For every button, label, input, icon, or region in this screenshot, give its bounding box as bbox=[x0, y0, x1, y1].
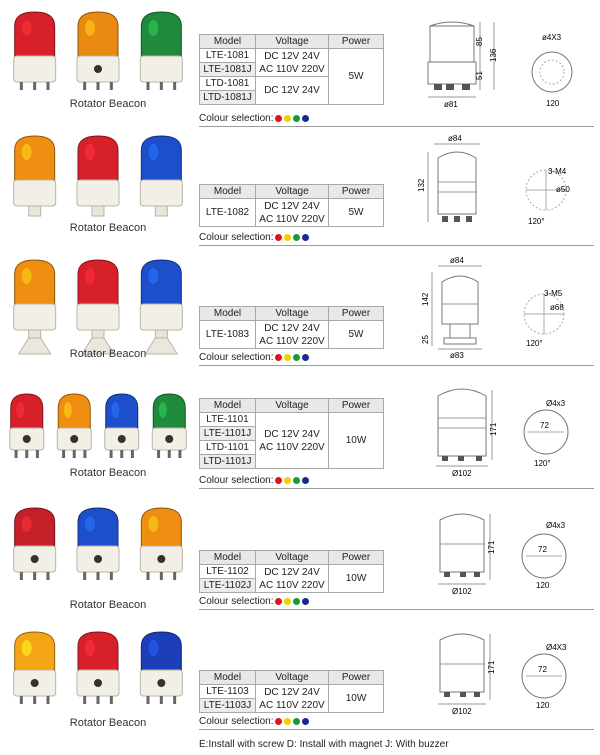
spec-table bbox=[199, 306, 384, 349]
colour-dot bbox=[302, 477, 309, 484]
voltage-text: DC 12V 24V AC 110V 220V bbox=[259, 50, 325, 75]
product-row-3 bbox=[0, 252, 600, 370]
header-model: Model bbox=[200, 551, 256, 565]
model-cell: LTD-1101J bbox=[200, 455, 256, 469]
colour-label: Colour selection: bbox=[199, 232, 274, 243]
dim-width: Ø102 bbox=[452, 587, 472, 596]
product-row-2 bbox=[0, 128, 600, 246]
beacon-lamp bbox=[140, 12, 182, 90]
colour-dot bbox=[302, 718, 309, 725]
header-voltage: Voltage bbox=[256, 185, 329, 199]
colour-dot bbox=[284, 477, 291, 484]
beacon-lamp bbox=[14, 136, 56, 216]
header-model: Model bbox=[200, 35, 256, 49]
voltage-text: DC 12V 24V AC 110V 220V bbox=[259, 428, 325, 453]
colour-dots bbox=[273, 596, 309, 607]
dim-angle: 120° bbox=[528, 217, 545, 226]
colour-label: Colour selection: bbox=[199, 475, 274, 486]
colour-dot bbox=[302, 115, 309, 122]
dim-height-top: 142 bbox=[421, 292, 430, 306]
dim-pcd: 120 bbox=[546, 99, 560, 108]
model-cell: LTD-1081 bbox=[200, 77, 256, 91]
header-power: Power bbox=[329, 185, 384, 199]
dim-width: Ø102 bbox=[452, 707, 472, 716]
colour-dots bbox=[273, 232, 309, 243]
beacon-lamp bbox=[14, 508, 56, 580]
header-model: Model bbox=[200, 185, 256, 199]
header-power: Power bbox=[329, 399, 384, 413]
colour-dot bbox=[293, 354, 300, 361]
dim-height-total: 136 bbox=[489, 48, 498, 62]
dim-holes: Ø4X3 bbox=[546, 643, 567, 652]
dimension-drawing bbox=[410, 4, 600, 112]
beacon-lamp bbox=[14, 12, 56, 90]
model-cell: LTE-1101J bbox=[200, 427, 256, 441]
beacon-lamp bbox=[140, 260, 182, 354]
colour-label: Colour selection: bbox=[199, 596, 274, 607]
beacon-lamp bbox=[10, 394, 44, 458]
colour-dot bbox=[284, 598, 291, 605]
colour-dot bbox=[293, 477, 300, 484]
voltage-cell bbox=[256, 413, 329, 469]
header-voltage: Voltage bbox=[256, 35, 329, 49]
dim-angle: 120 bbox=[536, 581, 550, 590]
beacon-lamp bbox=[77, 632, 119, 704]
voltage-cell bbox=[256, 199, 329, 227]
product-row-5 bbox=[0, 500, 600, 618]
header-voltage: Voltage bbox=[256, 307, 329, 321]
model-cell: LTE-1081 bbox=[200, 49, 256, 63]
colour-dot bbox=[275, 718, 282, 725]
model-cell: LTD-1101 bbox=[200, 441, 256, 455]
spec-table bbox=[199, 34, 384, 105]
colour-dots bbox=[273, 475, 309, 486]
model-cell: LTE-1103J bbox=[200, 699, 256, 713]
colour-dot bbox=[302, 598, 309, 605]
voltage-text: DC 12V 24V AC 110V 220V bbox=[259, 322, 325, 347]
beacon-lamp bbox=[105, 394, 139, 458]
power-cell: 5W bbox=[329, 321, 384, 349]
header-power: Power bbox=[329, 551, 384, 565]
dim-holes: 3-M4 bbox=[548, 167, 567, 176]
install-legend: E:Install with screw D: Install with magnet J: With buzzer bbox=[199, 739, 449, 750]
beacon-photo-3 bbox=[0, 252, 195, 362]
colour-dot bbox=[293, 234, 300, 241]
model-cell: LTE-1102J bbox=[200, 579, 256, 593]
colour-dots bbox=[273, 352, 309, 363]
dim-pcd: 72 bbox=[538, 665, 547, 674]
dimension-drawing bbox=[410, 500, 600, 610]
colour-dot bbox=[275, 354, 282, 361]
colour-label: Colour selection: bbox=[199, 352, 274, 363]
model-cell: LTE-1101 bbox=[200, 413, 256, 427]
dim-pcd: ø50 bbox=[556, 185, 570, 194]
colour-dot bbox=[275, 477, 282, 484]
colour-selection bbox=[199, 113, 594, 127]
dim-height-total: 132 bbox=[417, 178, 426, 192]
colour-dot bbox=[275, 598, 282, 605]
colour-dot bbox=[275, 234, 282, 241]
model-cell: LTE-1083 bbox=[200, 321, 256, 349]
beacon-photo-5 bbox=[0, 500, 195, 610]
power-cell: 10W bbox=[329, 413, 384, 469]
voltage-cell bbox=[256, 685, 329, 713]
product-caption: Rotator Beacon bbox=[69, 467, 147, 479]
beacon-lamp bbox=[14, 632, 56, 704]
beacon-lamp bbox=[14, 260, 56, 354]
dim-pcd: ø68 bbox=[550, 303, 564, 312]
product-row-1 bbox=[0, 4, 600, 122]
colour-dot bbox=[293, 718, 300, 725]
colour-dot bbox=[302, 354, 309, 361]
dimension-drawing bbox=[410, 376, 600, 486]
model-cell: LTE-1102 bbox=[200, 565, 256, 579]
power-cell: 5W bbox=[329, 199, 384, 227]
power-cell: 5W bbox=[329, 49, 384, 105]
header-voltage: Voltage bbox=[256, 671, 329, 685]
voltage-cell: DC 12V 24V bbox=[256, 77, 329, 105]
voltage-text: DC 12V 24V AC 110V 220V bbox=[259, 686, 325, 711]
colour-dots bbox=[273, 113, 309, 124]
colour-dot bbox=[284, 234, 291, 241]
dim-height-total: 171 bbox=[487, 660, 496, 674]
model-cell: LTD-1081J bbox=[200, 91, 256, 105]
dim-height-total: 171 bbox=[487, 540, 496, 554]
dim-angle: 120° bbox=[526, 339, 543, 348]
product-row-6 bbox=[0, 624, 600, 736]
model-cell: LTE-1081J bbox=[200, 63, 256, 77]
beacon-lamp bbox=[140, 632, 182, 704]
spec-table bbox=[199, 398, 384, 469]
beacon-lamp bbox=[140, 508, 182, 580]
dim-height-base: 25 bbox=[421, 335, 430, 344]
colour-label: Colour selection: bbox=[199, 716, 274, 727]
colour-dot bbox=[275, 115, 282, 122]
model-cell: LTE-1103 bbox=[200, 685, 256, 699]
power-cell: 10W bbox=[329, 685, 384, 713]
colour-dot bbox=[284, 354, 291, 361]
header-power: Power bbox=[329, 671, 384, 685]
dim-width-base: ø83 bbox=[450, 351, 464, 360]
header-voltage: Voltage bbox=[256, 399, 329, 413]
dim-angle: 120° bbox=[534, 459, 551, 468]
dimension-drawing bbox=[410, 128, 600, 240]
spec-table bbox=[199, 184, 384, 227]
product-row-4 bbox=[0, 376, 600, 494]
dim-holes: 3-M5 bbox=[544, 289, 563, 298]
dim-height-total: 171 bbox=[489, 422, 498, 436]
dim-holes: Ø4x3 bbox=[546, 399, 566, 408]
dim-height-top: 85 bbox=[475, 37, 484, 46]
colour-dots bbox=[273, 716, 309, 727]
header-model: Model bbox=[200, 307, 256, 321]
dim-height-base: 51 bbox=[475, 71, 484, 80]
header-power: Power bbox=[329, 307, 384, 321]
dimension-drawing bbox=[410, 624, 600, 724]
voltage-text: DC 12V 24V AC 110V 220V bbox=[259, 566, 325, 591]
voltage-cell bbox=[256, 321, 329, 349]
dim-holes: Ø4x3 bbox=[546, 521, 566, 530]
colour-label: Colour selection: bbox=[199, 113, 274, 124]
beacon-lamp bbox=[77, 12, 119, 90]
dim-pcd: 72 bbox=[540, 421, 549, 430]
product-caption: Rotator Beacon bbox=[69, 717, 147, 729]
dim-angle: 120 bbox=[536, 701, 550, 710]
colour-dot bbox=[293, 115, 300, 122]
dim-width: ø84 bbox=[448, 134, 462, 143]
spec-table bbox=[199, 550, 384, 593]
beacon-lamp bbox=[77, 136, 119, 216]
colour-dot bbox=[302, 234, 309, 241]
beacon-lamp bbox=[77, 508, 119, 580]
dimension-drawing bbox=[410, 252, 600, 364]
beacon-lamp bbox=[152, 394, 186, 458]
dim-holes: ø4X3 bbox=[542, 33, 562, 42]
product-caption: Rotator Beacon bbox=[69, 98, 147, 110]
dim-width: ø81 bbox=[444, 100, 458, 109]
beacon-lamp bbox=[77, 260, 119, 354]
dim-width: Ø102 bbox=[452, 469, 472, 478]
colour-dot bbox=[284, 115, 291, 122]
spec-table bbox=[199, 670, 384, 713]
product-caption: Rotator Beacon bbox=[69, 222, 147, 234]
dim-pcd: 72 bbox=[538, 545, 547, 554]
power-cell: 10W bbox=[329, 565, 384, 593]
voltage-cell bbox=[256, 565, 329, 593]
header-power: Power bbox=[329, 35, 384, 49]
header-model: Model bbox=[200, 671, 256, 685]
header-voltage: Voltage bbox=[256, 551, 329, 565]
dim-width: ø84 bbox=[450, 256, 464, 265]
model-cell: LTE-1082 bbox=[200, 199, 256, 227]
colour-dot bbox=[284, 718, 291, 725]
voltage-cell bbox=[256, 49, 329, 77]
voltage-text: DC 12V 24V AC 110V 220V bbox=[259, 200, 325, 225]
product-caption: Rotator Beacon bbox=[69, 599, 147, 611]
product-caption: Rotator Beacon bbox=[69, 348, 147, 360]
beacon-lamp bbox=[140, 136, 182, 216]
header-model: Model bbox=[200, 399, 256, 413]
colour-dot bbox=[293, 598, 300, 605]
beacon-lamp bbox=[57, 394, 91, 458]
